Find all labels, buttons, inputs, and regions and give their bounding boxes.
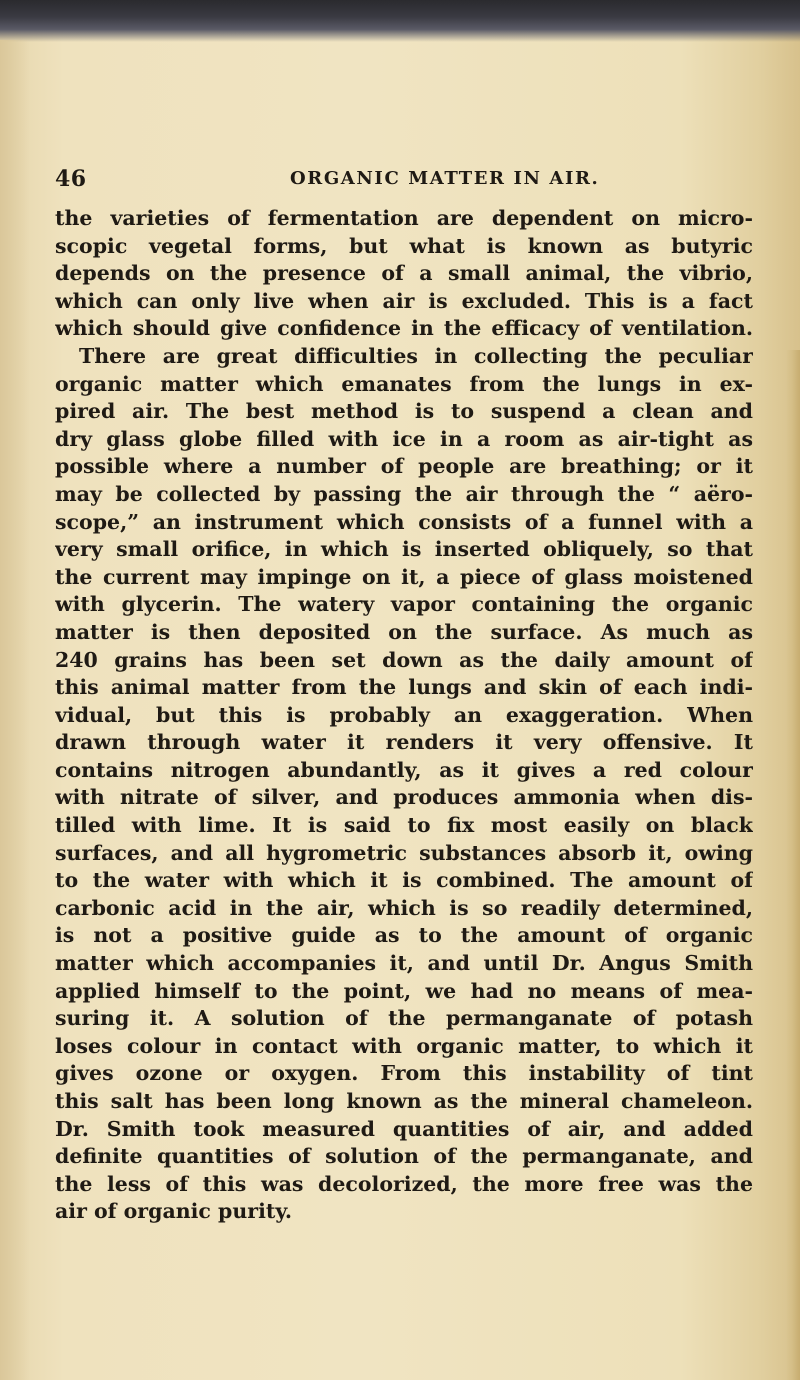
text-line: the less of this was decolorized, the more free was the [55,1171,753,1196]
text-line: There are great difficulties in collecting the peculiar [79,343,753,368]
text-line: with nitrate of silver, and produces ammonia when dis- [55,785,753,810]
text-line: vidual, but this is probably an exaggeration. When [55,702,753,727]
text-line: loses colour in contact with organic matter, to which it [55,1033,753,1058]
scan-top-shadow [0,0,800,42]
text-line: may be collected by passing the air through the “ aëro- [55,481,753,506]
text-line: contains nitrogen abundantly, as it gives a red colour [55,757,753,782]
page-right-edge [786,350,800,1380]
text-line: this animal matter from the lungs and skin of each indi- [55,675,753,700]
text-line: the current may impinge on it, a piece of glass moistened [55,564,753,589]
text-line: which should give confidence in the efficacy of ventilation. [55,316,753,341]
page-left-edge [0,40,30,1380]
text-line: the varieties of fermentation are dependent on micro- [55,206,753,230]
text-line: gives ozone or oxygen. From this instability of tint [55,1061,753,1086]
text-line: pired air. The best method is to suspend a clean and [55,399,753,424]
text-line: scopic vegetal forms, but what is known as butyric [55,233,753,258]
text-line: carbonic acid in the air, which is so readily determined, [55,895,753,920]
text-line: matter which accompanies it, and until Dr. Angus Smith [55,951,753,976]
text-line: tilled with lime. It is said to fix most easily on black [55,813,753,838]
page-number: 46 [55,166,87,192]
text-line: Dr. Smith took measured quantities of air, and added [55,1116,753,1141]
text-line: depends on the presence of a small animal, the vibrio, [55,261,753,286]
text-line: scope,” an instrument which consists of a funnel with a [55,509,753,534]
text-line: definite quantities of solution of the permanganate, and [55,1144,753,1169]
text-line: with glycerin. The watery vapor containing the organic [55,592,753,617]
text-line: matter is then deposited on the surface. As much as [55,619,753,644]
text-line: is not a positive guide as to the amount of organic [55,923,753,948]
text-line: suring it. A solution of the permanganate of potash [55,1006,753,1031]
running-head: ORGANIC MATTER IN AIR. [290,168,600,189]
text-line: air of organic purity. [55,1199,293,1224]
text-line: to the water with which it is combined. The amount of [55,868,753,893]
text-line: 240 grains has been set down as the daily amount of [55,647,753,672]
page-header [55,166,745,200]
text-line: which can only live when air is excluded. This is a fact [55,288,753,313]
text-line: possible where a number of people are breathing; or it [55,454,753,479]
text-line: this salt has been long known as the mineral chameleon. [55,1089,753,1113]
text-line: dry glass globe filled with ice in a room as air-tight as [55,426,753,451]
text-line: surfaces, and all hygrometric substances absorb it, owing [55,840,753,865]
body-text [55,205,753,1226]
text-line: very small orifice, in which is inserted obliquely, so that [55,537,753,562]
text-line: applied himself to the point, we had no means of mea- [55,978,753,1003]
text-line: drawn through water it renders it very offensive. It [55,730,753,755]
text-line: organic matter which emanates from the lungs in ex- [55,371,753,396]
